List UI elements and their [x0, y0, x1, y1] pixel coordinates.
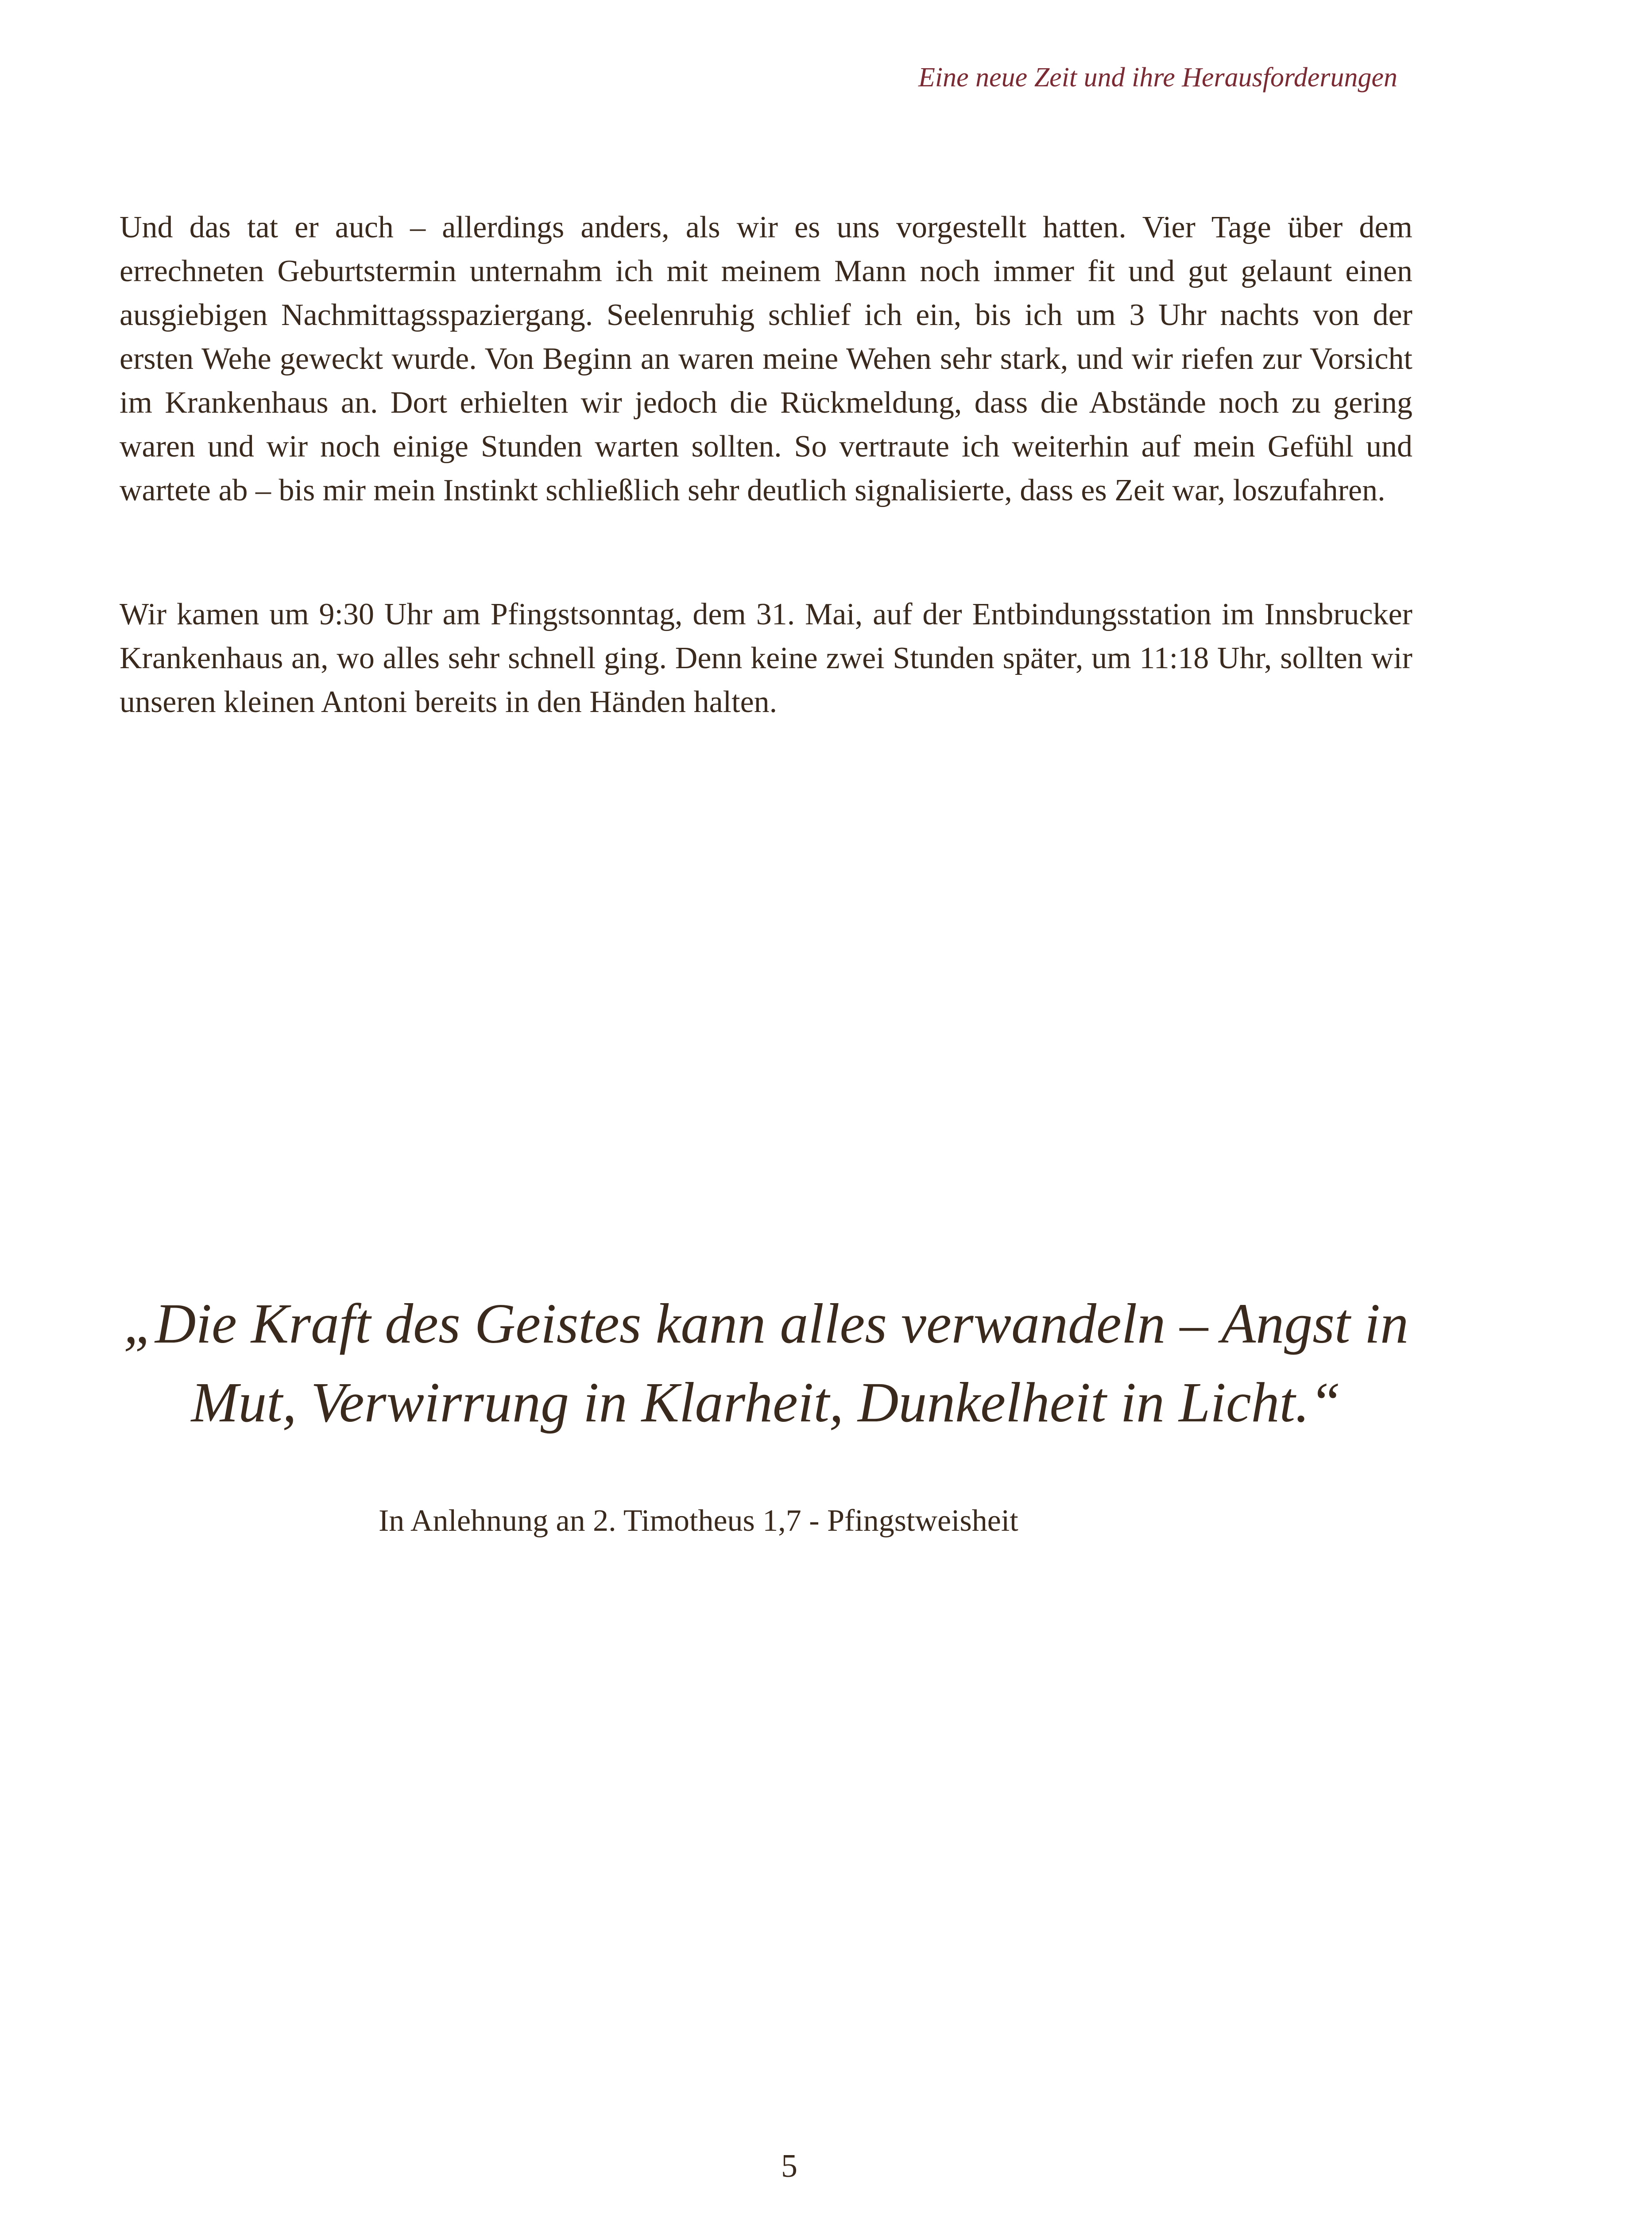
quote-attribution: In Anlehnung an 2. Timotheus 1,7 - Pfingstweisheit: [379, 1504, 1018, 1538]
body-paragraph-2: Wir kamen um 9:30 Uhr am Pfingstsonntag, dem 31. Mai, auf der Entbindungsstation im Innsbrucker Krankenhaus an, wo alles sehr schnell ging. Denn keine zwei Stunden später, um 11:18 Uhr, sollten wir unseren kleinen Antoni bereits in den Händen halten.: [120, 597, 1412, 719]
body-paragraph-1: Und das tat er auch – allerdings anders, als wir es uns vorgestellt hatten. Vier Tage über dem errechneten Geburtstermin unternahm ich mit meinem Mann noch immer fit und gut gelaunt einen ausgiebigen Nachmittagsspaziergang. Seelenruhig schlief ich ein, bis ich um 3 Uhr nachts von der ersten Wehe geweckt wurde. Von Beginn an waren meine Wehen sehr stark, und wir riefen zur Vorsicht im Krankenhaus an. Dort erhielten wir jedoch die Rückmeldung, dass die Abstände noch zu gering waren und wir noch einige Stunden warten sollten. So vertraute ich weiterhin auf mein Gefühl und wartete ab – bis mir mein Instinkt schließlich sehr deutlich signalisierte, dass es Zeit war, loszufahren.: [120, 210, 1412, 507]
running-header-title: Eine neue Zeit und ihre Herausforderungen: [918, 62, 1397, 93]
page-number: 5: [781, 2148, 797, 2184]
pull-quote: „Die Kraft des Geistes kann alles verwandeln – Angst in Mut, Verwirrung in Klarheit, Dunkelheit in Licht.“: [123, 1292, 1409, 1434]
